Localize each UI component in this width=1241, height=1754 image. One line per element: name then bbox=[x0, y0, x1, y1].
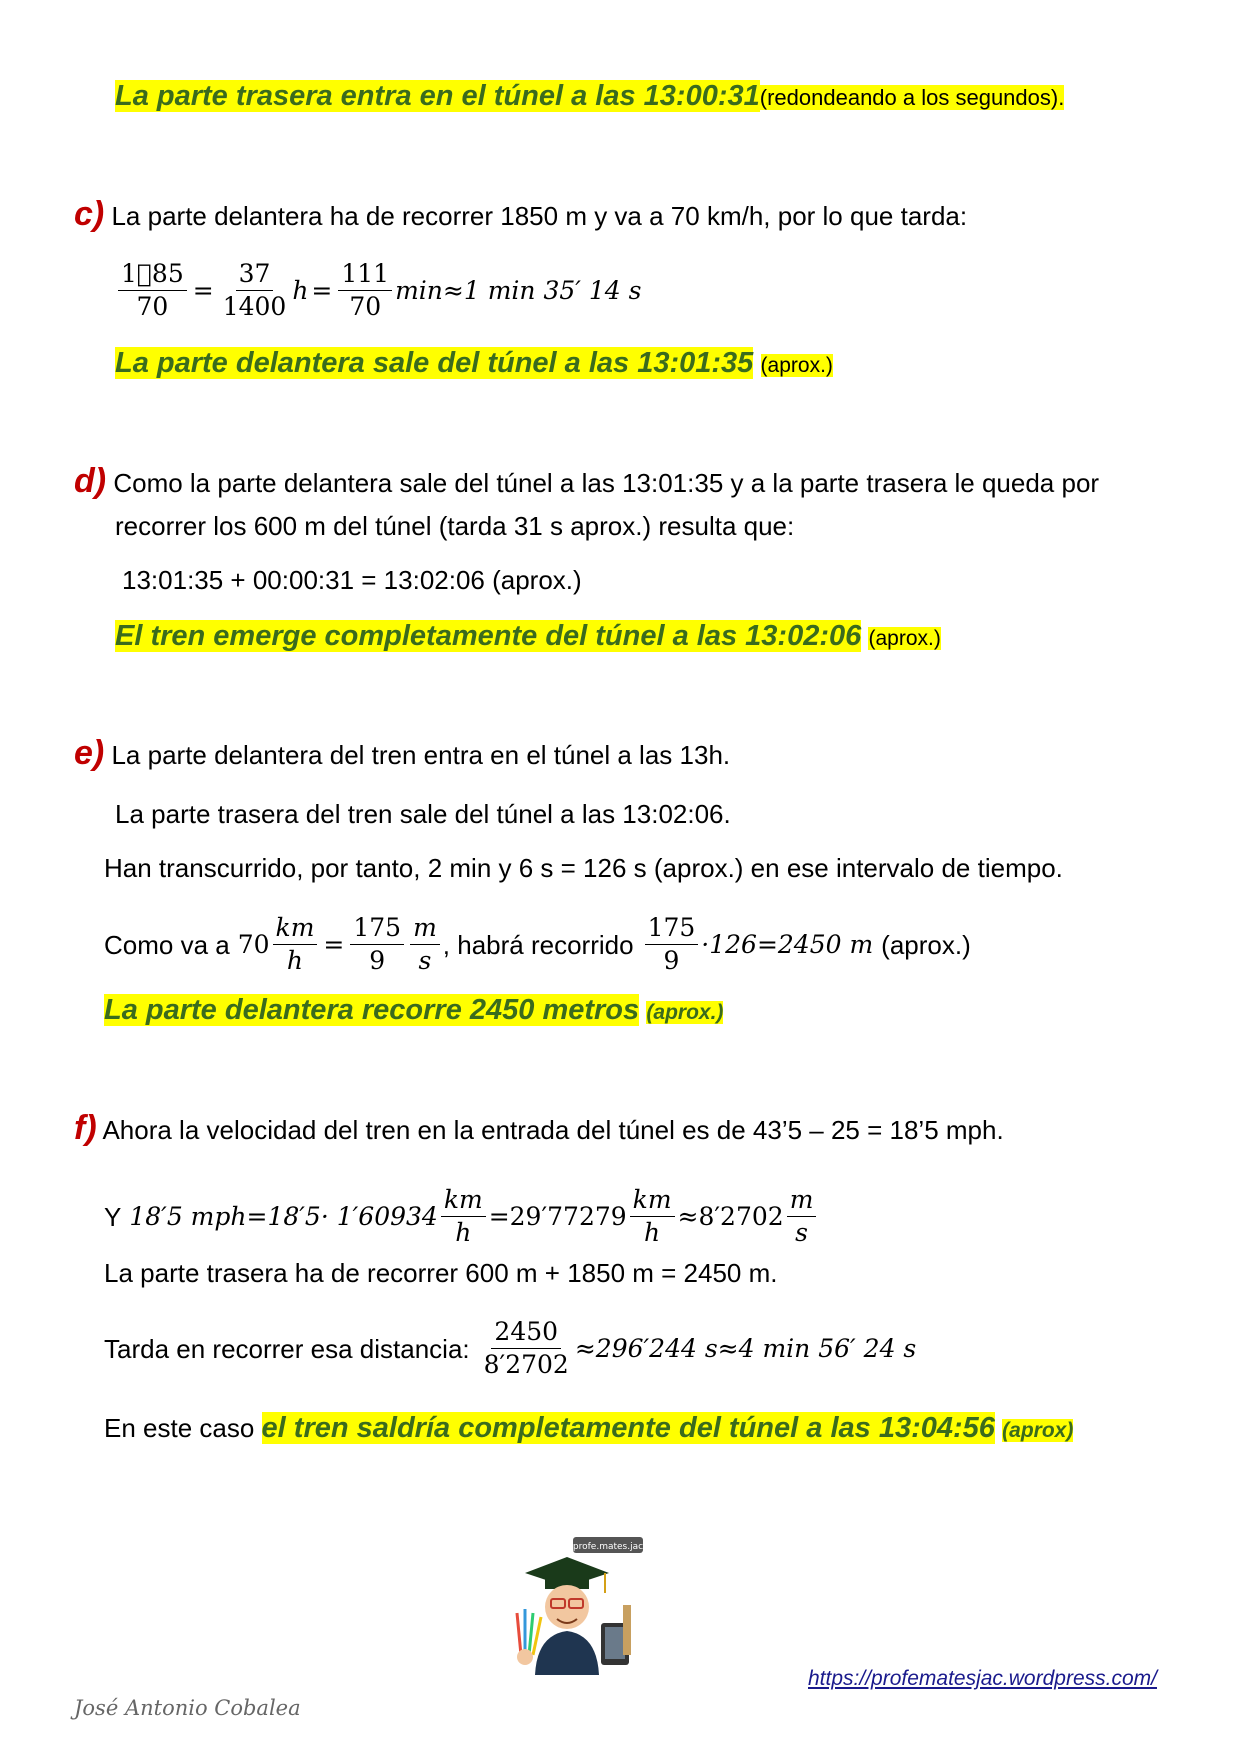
d-calc: 13:01:35 + 00:00:31 = 13:02:06 (aprox.) bbox=[122, 565, 582, 595]
c-tail: min≈1 min 35′ 14 s bbox=[395, 275, 642, 305]
e-text1: La parte delantera del tren entra en el túnel a las 13h. bbox=[111, 740, 731, 770]
f-text1: Ahora la velocidad del tren en la entrada del túnel es de 43’5 – 25 = 18’5 mph. bbox=[102, 1115, 1004, 1145]
svg-text:profe.mates.jac: profe.mates.jac bbox=[572, 1542, 644, 1552]
c-note: (aprox.) bbox=[760, 354, 833, 377]
e-label: e) bbox=[74, 734, 105, 772]
mascot-logo bbox=[505, 1535, 645, 1675]
f-y-prefix: Y bbox=[104, 1201, 122, 1232]
f-label: f) bbox=[74, 1109, 97, 1147]
f-result: el tren saldría completamente del túnel a las 13:04:56 bbox=[261, 1412, 995, 1444]
c-text: La parte delantera ha de recorrer 1850 m y va a 70 km/h, por lo que tarda: bbox=[111, 201, 968, 231]
f-time-line bbox=[104, 1316, 916, 1381]
b-note: (redondeando a los segundos). bbox=[759, 85, 1065, 110]
c-frac-1: $\frac{1⃒85}{70}$ bbox=[118, 258, 187, 323]
c-equation: $\frac{1⃒85}{70}$ = $\frac{37}{1400}$ h = $\frac{111}{70}$ min≈1 min 35′ 14 s bbox=[115, 258, 641, 323]
e-speed-line bbox=[104, 912, 971, 977]
f-text2: La parte trasera ha de recorrer 600 m + 1850 m = 2450 m. bbox=[104, 1258, 778, 1288]
d-text2: recorrer los 600 m del túnel (tarda 31 s aprox.) resulta que: bbox=[115, 511, 795, 541]
d-intro bbox=[74, 463, 1099, 501]
d-note: (aprox.) bbox=[868, 627, 941, 650]
c-result: La parte delantera sale del túnel a las 13:01:35 bbox=[115, 347, 754, 379]
e-middle: , habrá recorrido bbox=[442, 929, 634, 960]
d-label: d) bbox=[74, 462, 107, 500]
f-time-math: $\frac{2450}{8'2702}$ ≈296′244 s≈4 min 56′ 24 s bbox=[483, 1317, 917, 1379]
e-speed-math: 70 $\frac{km}{h}$ = $\frac{175}{9}$ $\frac{m}{s}$ bbox=[238, 912, 443, 977]
b-result-line bbox=[115, 78, 1064, 116]
e-intro bbox=[74, 735, 730, 773]
f-note: (aprox) bbox=[1002, 1419, 1074, 1442]
e-text2: La parte trasera del tren sale del túnel a las 13:02:06. bbox=[115, 799, 731, 829]
f-intro bbox=[74, 1110, 1004, 1148]
c-result-line bbox=[115, 345, 833, 384]
mascot-icon bbox=[505, 1535, 645, 1675]
f-tarda: Tarda en recorrer esa distancia: bbox=[104, 1333, 470, 1364]
author-signature: José Antonio Cobalea bbox=[74, 1696, 301, 1720]
e-note: (aprox.) bbox=[646, 1001, 724, 1024]
website-link[interactable]: https://profematesjac.wordpress.com/ bbox=[808, 1667, 1157, 1690]
d-text1: Como la parte delantera sale del túnel a las 13:01:35 y a la parte trasera le queda por bbox=[113, 468, 1100, 498]
e-text3: Han transcurrido, por tanto, 2 min y 6 s = 126 s (aprox.) en ese intervalo de tiempo. bbox=[104, 853, 1063, 883]
f-final-prefix: En este caso bbox=[104, 1413, 255, 1443]
e-speed-prefix: Como va a bbox=[104, 929, 230, 960]
b-result: La parte trasera entra en el túnel a las 13:00:31 bbox=[115, 80, 760, 112]
c-frac-2: $\frac{37}{1400}$ bbox=[222, 259, 287, 321]
e-aprox: (aprox.) bbox=[881, 929, 971, 960]
f-conversion-math: 18′5 mph=18′5· 1′60934 $\frac{km}{h}$ =29′77279 $\frac{km}{h}$ ≈8′2702 $\frac{m}{s}$ bbox=[129, 1184, 819, 1249]
f-conversion-line bbox=[104, 1184, 819, 1249]
c-h: h bbox=[292, 275, 309, 305]
e-result-line bbox=[104, 992, 723, 1031]
e-distance-math: $\frac{175}{9}$ ·126=2450 m bbox=[642, 912, 874, 977]
c-frac-3: $\frac{111}{70}$ bbox=[338, 258, 392, 323]
f-final-line bbox=[104, 1410, 1073, 1449]
c-label: c) bbox=[74, 195, 105, 233]
e-result: La parte delantera recorre 2450 metros bbox=[104, 994, 640, 1026]
c-intro bbox=[74, 196, 967, 234]
d-result: El tren emerge completamente del túnel a las 13:02:06 bbox=[115, 620, 862, 652]
d-result-line bbox=[115, 618, 941, 657]
